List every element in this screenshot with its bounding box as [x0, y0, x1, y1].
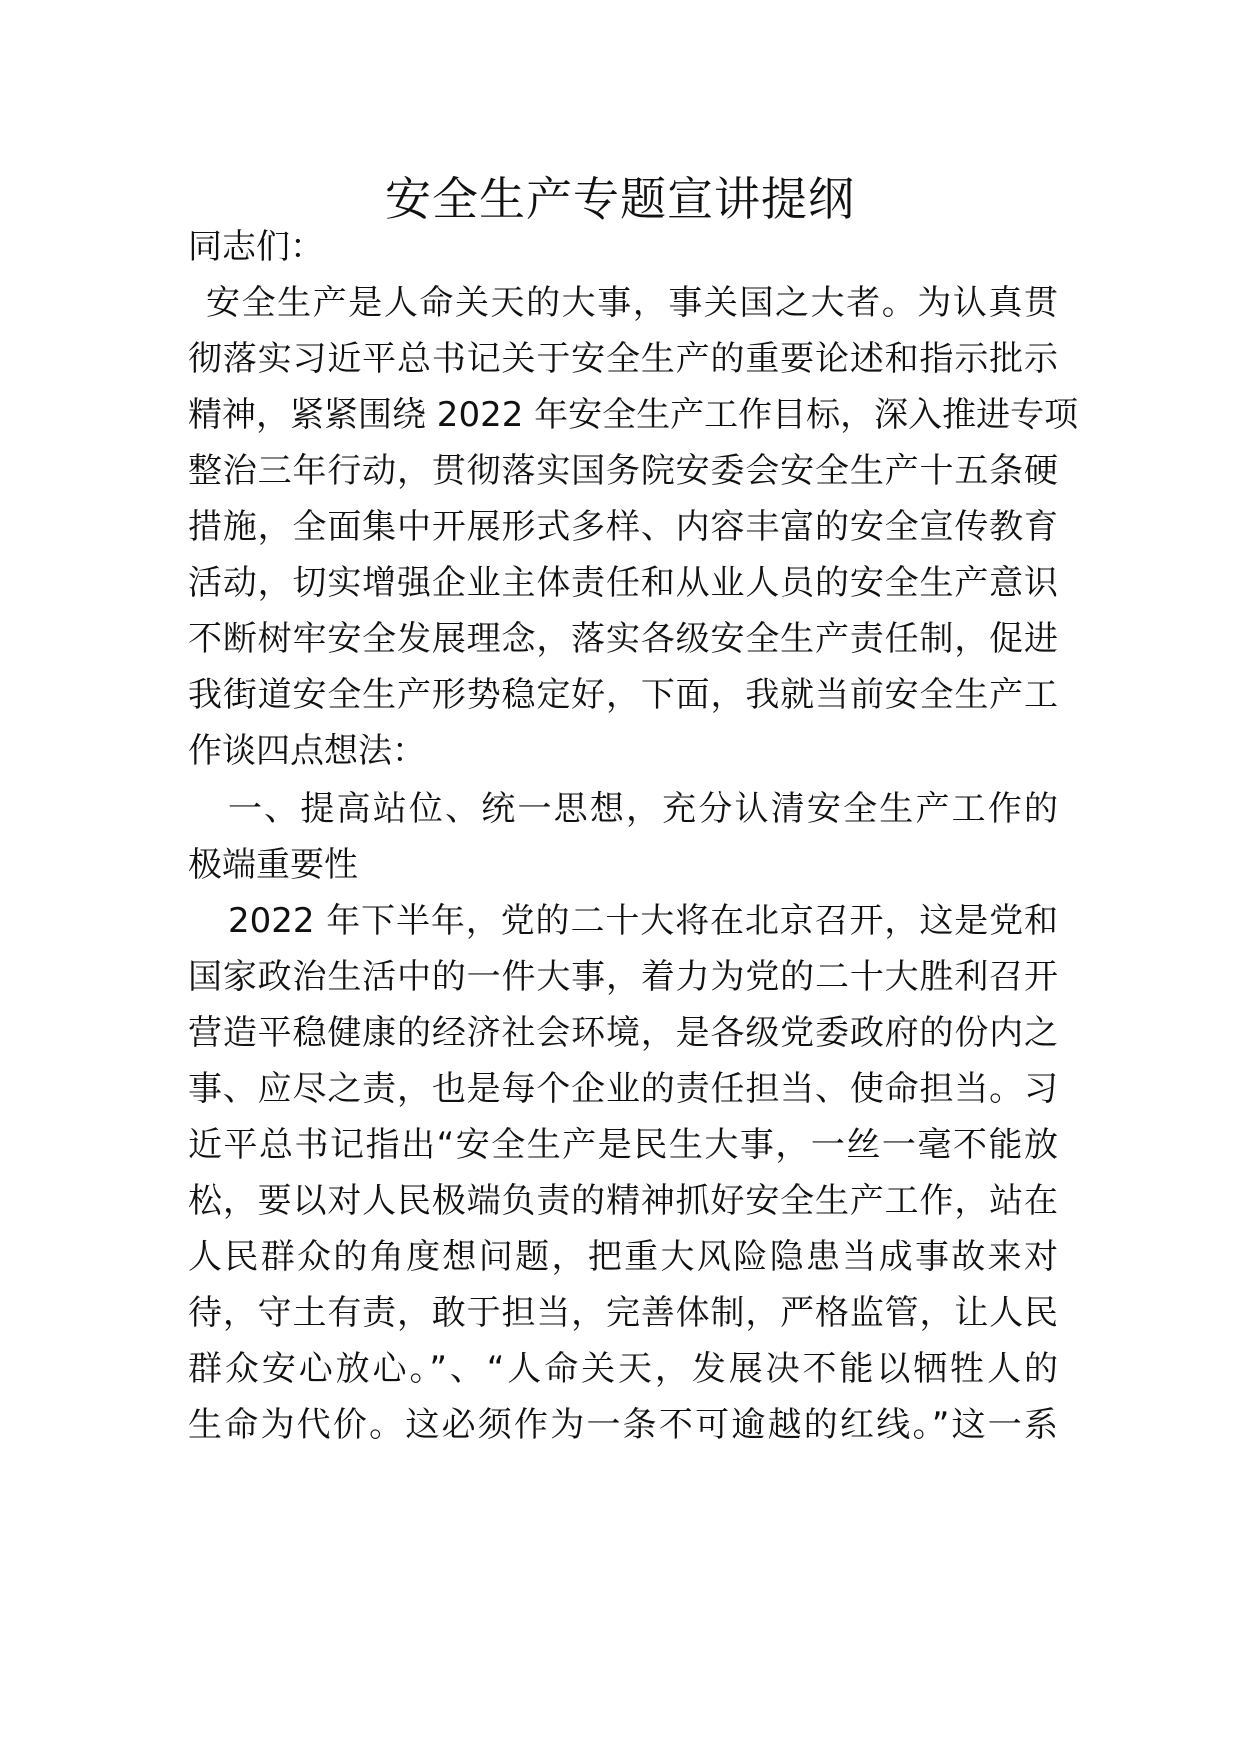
- greeting-line: 同志们：: [188, 227, 324, 267]
- paragraph-line: 不断树牢安全发展理念，落实各级安全生产责任制，促进: [188, 619, 1058, 659]
- paragraph-line: 松，要以对人民极端负责的精神抓好安全生产工作，站在: [188, 1181, 1058, 1221]
- paragraph-line: 待，守土有责，敢于担当，完善体制，严格监管，让人民: [188, 1293, 1058, 1333]
- paragraph-line: 精神，紧紧围绕 2022 年安全生产工作目标，深入推进专项: [188, 395, 1079, 435]
- section-heading-line: 一、提高站位、统一思想，充分认清安全生产工作的: [228, 789, 1058, 829]
- paragraph-line: 生命为代价。这必须作为一条不可逾越的红线。”这一系: [188, 1405, 1058, 1445]
- paragraph-line: 国家政治生活中的一件大事，着力为党的二十大胜利召开: [188, 957, 1058, 997]
- paragraph-line: 营造平稳健康的经济社会环境，是各级党委政府的份内之: [188, 1013, 1058, 1053]
- paragraph-line: 人民群众的角度想问题，把重大风险隐患当成事故来对: [188, 1237, 1058, 1277]
- section-heading-line: 极端重要性: [188, 845, 358, 885]
- paragraph-line: 安全生产是人命关天的大事，事关国之大者。为认真贯: [206, 283, 1058, 323]
- document-title: 安全生产专题宣讲提纲: [385, 172, 855, 226]
- paragraph-line: 整治三年行动，贯彻落实国务院安委会安全生产十五条硬: [188, 451, 1058, 491]
- paragraph-line: 作谈四点想法：: [188, 731, 426, 771]
- paragraph-line: 我街道安全生产形势稳定好，下面，我就当前安全生产工: [188, 675, 1058, 715]
- paragraph-line: 事、应尽之责，也是每个企业的责任担当、使命担当。习: [188, 1069, 1058, 1109]
- paragraph-line: 2022 年下半年，党的二十大将在北京召开，这是党和: [228, 901, 1058, 941]
- paragraph-line: 彻落实习近平总书记关于安全生产的重要论述和指示批示: [188, 339, 1058, 379]
- paragraph-line: 近平总书记指出“安全生产是民生大事，一丝一毫不能放: [188, 1125, 1058, 1165]
- paragraph-line: 措施，全面集中开展形式多样、内容丰富的安全宣传教育: [188, 507, 1058, 547]
- paragraph-line: 群众安心放心。”、“人命关天，发展决不能以牺牲人的: [188, 1349, 1058, 1389]
- paragraph-line: 活动，切实增强企业主体责任和从业人员的安全生产意识: [188, 563, 1058, 603]
